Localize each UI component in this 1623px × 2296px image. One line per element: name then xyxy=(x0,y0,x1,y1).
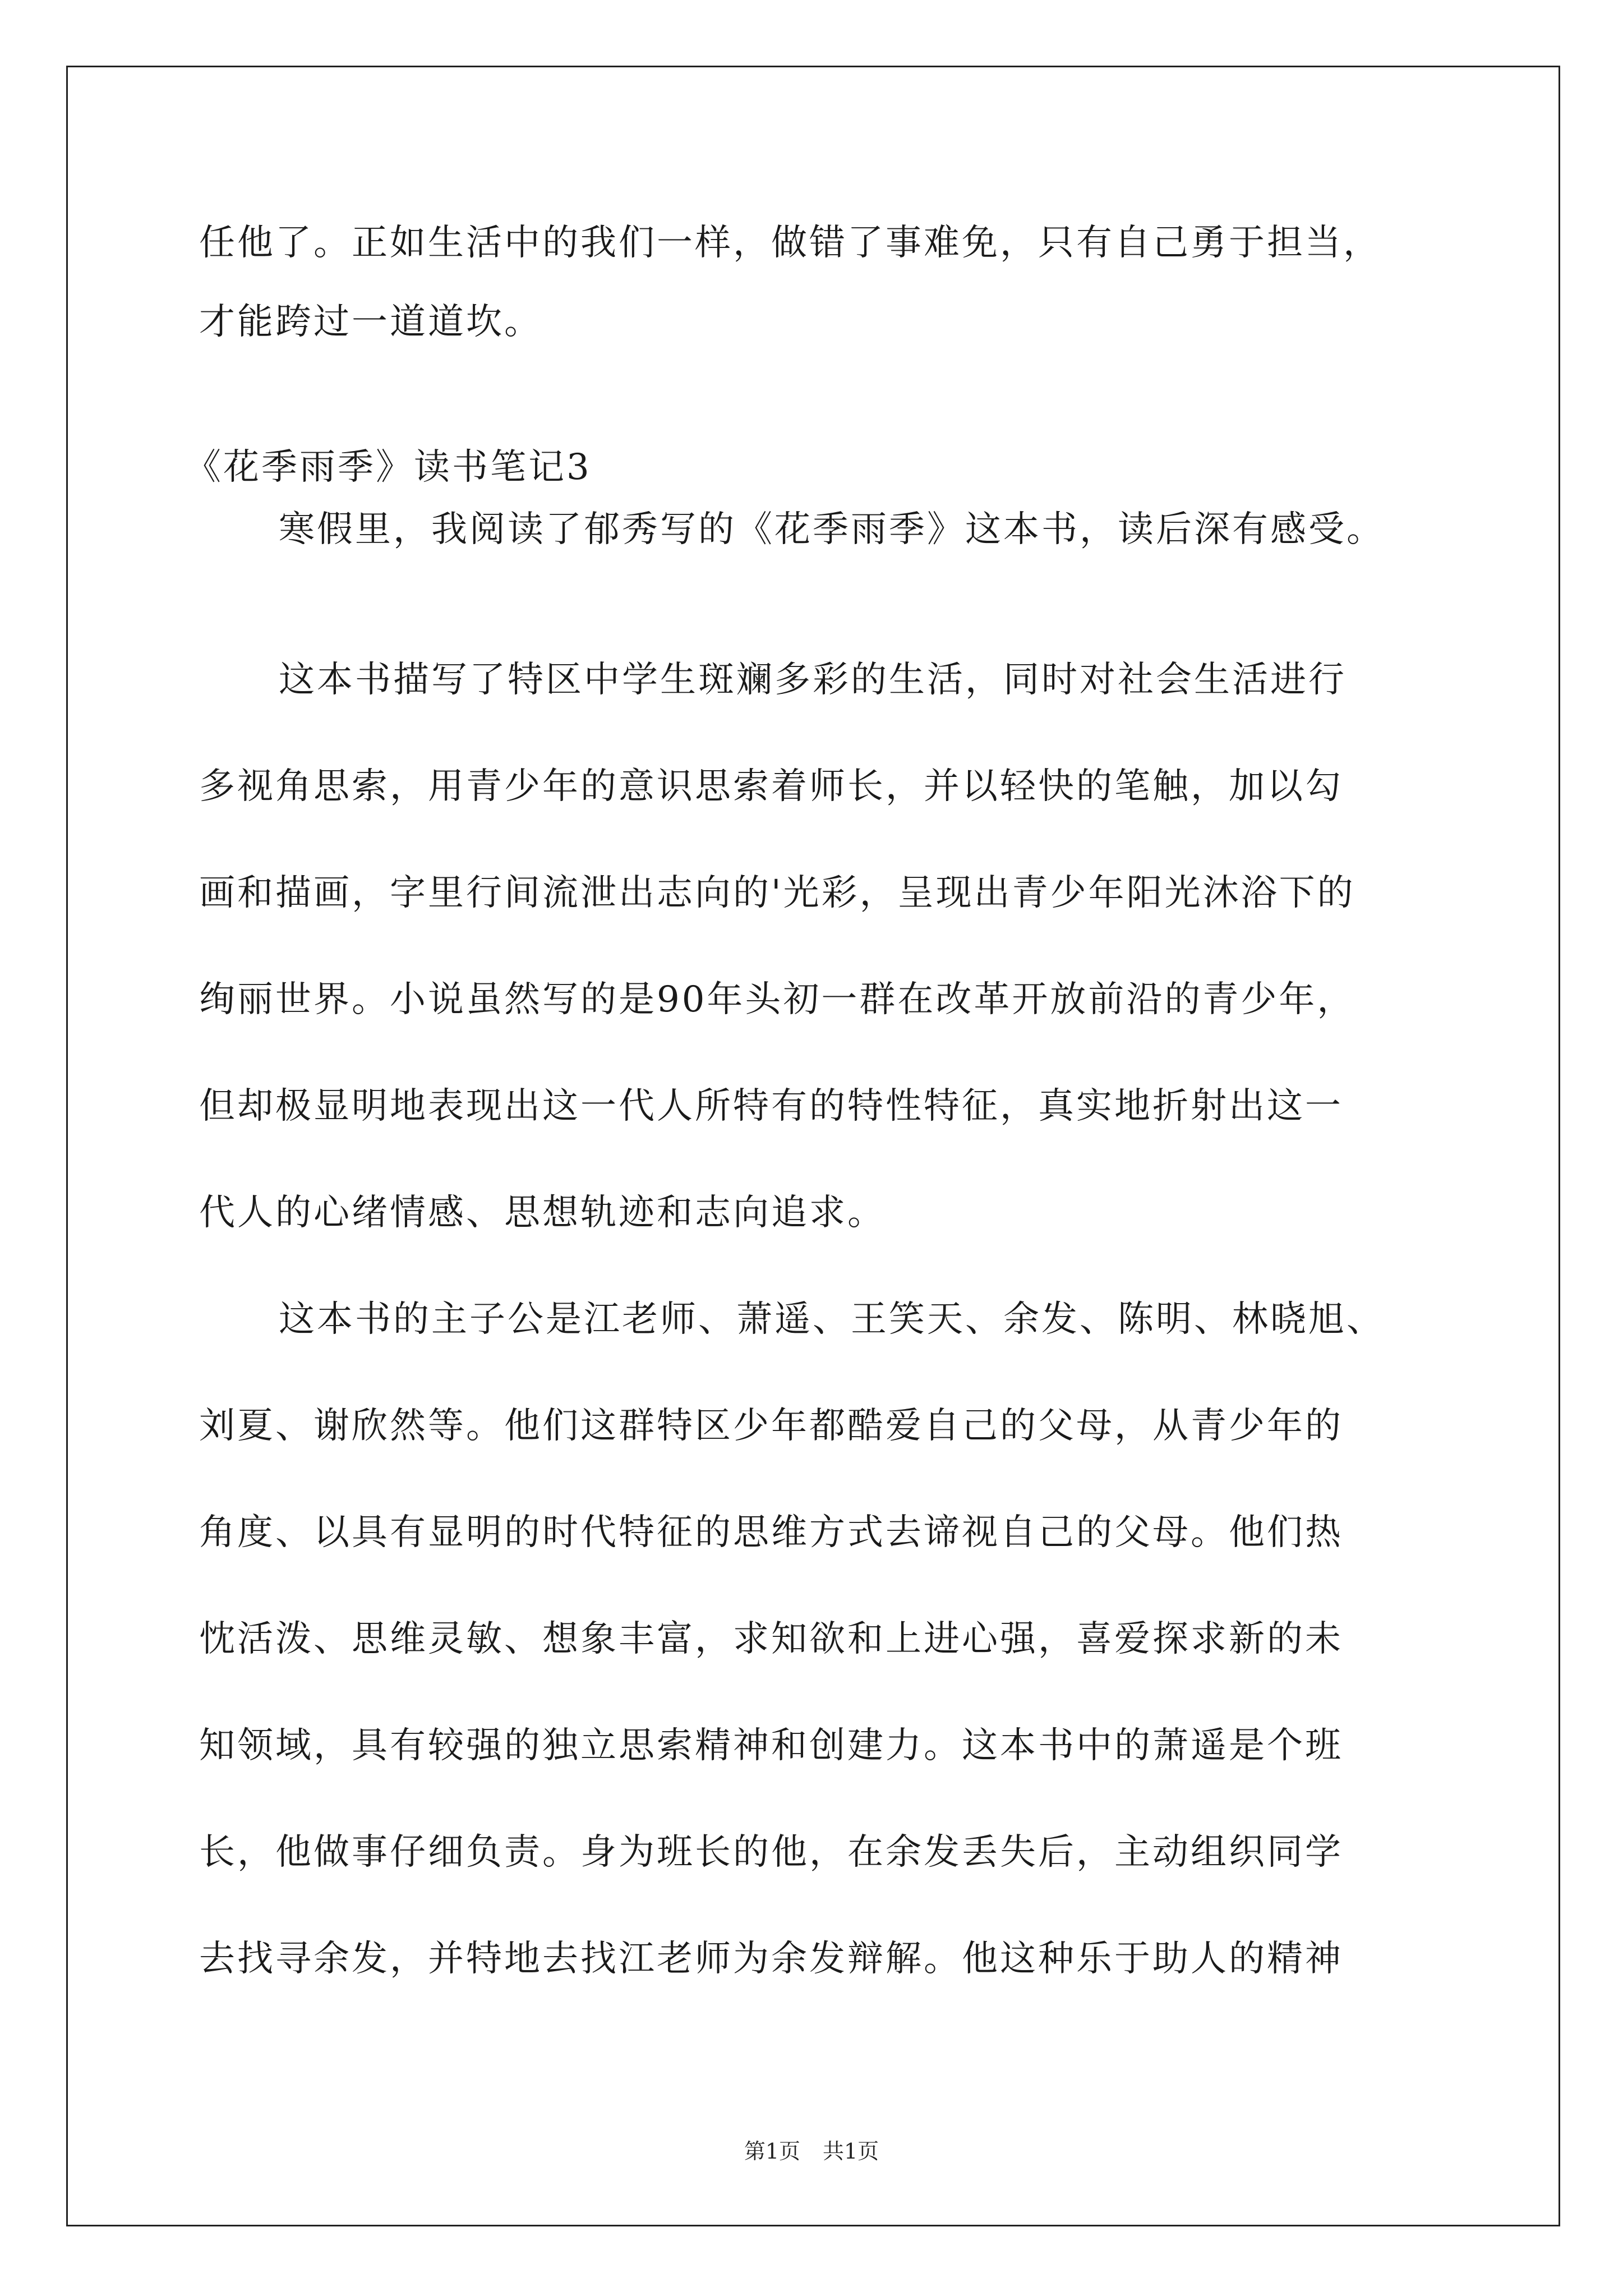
page-count: 共1页 xyxy=(823,2139,879,2164)
body-line-4: 这本书描写了特区中学生斑斓多彩的生活，同时对社会生活进行 xyxy=(279,659,1347,701)
body-line-11: 刘夏、谢欣然等。他们这群特区少年都酷爱自己的父母，从青少年的 xyxy=(199,1405,1343,1447)
body-line-10: 这本书的主子公是江老师、萧遥、王笑天、余发、陈明、林晓旭、 xyxy=(279,1299,1385,1340)
body-line-13: 忱活泼、思维灵敏、想象丰富，求知欲和上进心强，喜爱探求新的未 xyxy=(199,1618,1343,1660)
body-line-12: 角度、以具有显明的时代特征的思维方式去谛视自己的父母。他们热 xyxy=(199,1512,1343,1553)
body-line-9: 代人的心绪情感、思想轨迹和志向追求。 xyxy=(199,1192,886,1234)
page-border xyxy=(66,66,1560,2226)
page-number: 第1页 xyxy=(744,2139,800,2164)
body-line-3: 寒假里，我阅读了郁秀写的《花季雨季》这本书，读后深有感受。 xyxy=(279,509,1385,550)
body-line-1: 任他了。正如生活中的我们一样，做错了事难免，只有自己勇于担当， xyxy=(199,222,1381,264)
body-line-5: 多视角思索，用青少年的意识思索着师长，并以轻快的笔触，加以勾 xyxy=(199,766,1343,807)
section-heading: 《花季雨季》读书笔记3 xyxy=(185,447,592,488)
body-line-8: 但却极显明地表现出这一代人所特有的特性特征，真实地折射出这一 xyxy=(199,1085,1343,1127)
page-footer xyxy=(0,2137,1623,2165)
body-line-7: 绚丽世界。小说虽然写的是90年头初一群在改革开放前沿的青少年， xyxy=(199,979,1355,1020)
body-line-6: 画和描画，字里行间流泄出志向的'光彩，呈现出青少年阳光沐浴下的 xyxy=(199,872,1355,914)
body-line-2: 才能跨过一道道坎。 xyxy=(199,301,542,343)
body-line-15: 长，他做事仔细负责。身为班长的他，在余发丢失后，主动组织同学 xyxy=(199,1832,1343,1873)
body-line-14: 知领域，具有较强的独立思索精神和创建力。这本书中的萧遥是个班 xyxy=(199,1725,1343,1766)
body-line-16: 去找寻余发，并特地去找江老师为余发辩解。他这种乐于助人的精神 xyxy=(199,1938,1343,1980)
